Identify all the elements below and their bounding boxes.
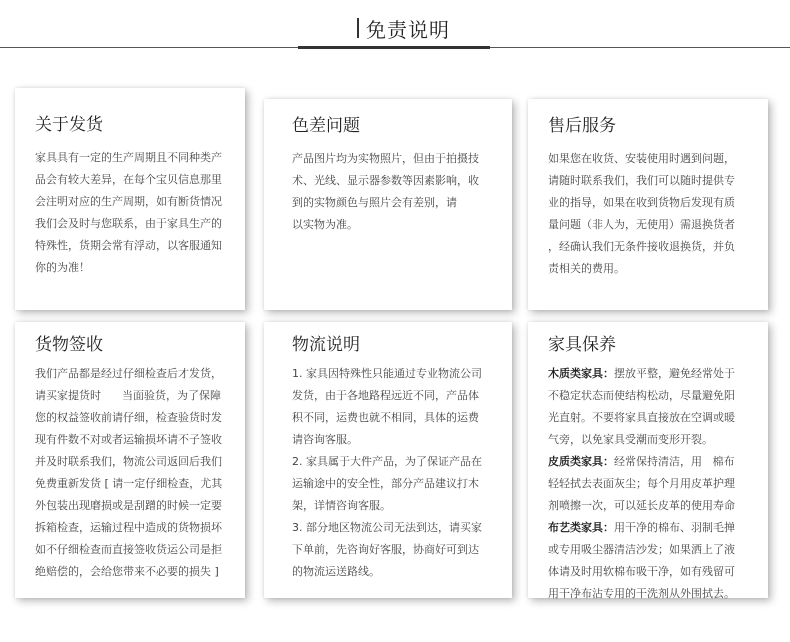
card-body (292, 148, 498, 236)
card-shipping (15, 88, 245, 310)
text-line: 免费重新发货 [ 请一定仔细检查，尤其 (35, 477, 223, 490)
text-line: 会注明对应的生产周期，如有断货情况 (35, 195, 222, 208)
leather-text: 经常保持清洁，用 棉布 (614, 455, 735, 468)
text-line: 光直射。不要将家具直接放在空调或暖 (548, 411, 735, 424)
text-line: 轻轻拭去表面灰尘；每个月用皮革护理 (548, 477, 735, 490)
text-line: 请咨询客服。 (292, 433, 358, 446)
card-receipt (15, 322, 245, 598)
text-line: 架，详情咨询客服。 (292, 499, 391, 512)
text-line: 特殊性，货期会常有浮动，以客服通知 (35, 239, 222, 252)
card-furniture-care (528, 322, 768, 598)
text-line: 产品图片均为实物照片，但由于拍摄技 (292, 152, 479, 165)
text-line: ，经确认我们无条件接收退换货，并负 (548, 240, 735, 253)
text-line: 您的权益签收前请仔细，检查验货时发 (35, 411, 222, 424)
card-logistics (264, 322, 512, 598)
header-rule-accent (298, 46, 490, 49)
text-line: 现有件数不对或者运输损坏请不子签收 (35, 433, 222, 446)
text-line: 剂喷擦一次，可以延长皮革的使用寿命 (548, 499, 735, 512)
text-line: 下单前，先咨询好客服，协商好可到达 (292, 543, 479, 556)
text-line: 外包装出现磨损或是刮蹭的时候一定要 (35, 499, 222, 512)
leather-label: 皮质类家具： (548, 455, 614, 468)
text-line: 责相关的费用。 (548, 262, 625, 275)
text-line: 到的实物颜色与照片会有差别，请 (292, 196, 457, 209)
text-line: 术、光线、显示器参数等因素影响，收 (292, 174, 479, 187)
text-line: 业的指导，如果在收到货物后发现有质 (548, 196, 735, 209)
text-line: 请买家提货时 当面验货，为了保障 (35, 389, 221, 402)
text-line: 如果您在收货、安装使用时遇到问题， (548, 152, 735, 165)
card-body (548, 148, 758, 280)
text-line: 或专用吸尘器清洁沙发；如果洒上了液 (548, 543, 735, 556)
card-title: 售后服务 (548, 116, 616, 136)
page-title: 免责说明 (366, 18, 450, 42)
page-header (0, 0, 790, 60)
text-line: 体请及时用软棉布吸干净，如有残留可 (548, 565, 735, 578)
text-line: 如不仔细检查而直接签收货运公司是拒 (35, 543, 222, 556)
fabric-label: 布艺类家具： (548, 521, 614, 534)
text-line: 并及时联系我们，物流公司返回后我们 (35, 455, 222, 468)
text-line: 2. 家具属于大件产品，为了保证产品在 (292, 455, 482, 468)
text-line: 不稳定状态而使结构松动，尽量避免阳 (548, 389, 735, 402)
card-title: 物流说明 (292, 335, 360, 355)
text-line: 气旁，以免家具受潮而变形开裂。 (548, 433, 713, 446)
card-body (292, 363, 502, 583)
card-title: 关于发货 (35, 115, 103, 135)
card-title: 家具保养 (548, 335, 616, 355)
card-after-sales (528, 99, 768, 310)
card-body (35, 147, 231, 279)
text-line: 用干净布沾专用的干洗剂从外围拭去。 (548, 587, 735, 600)
text-line: 绝赔偿的，会给您带来不必要的损失 ] (35, 565, 219, 578)
text-line: 运输途中的安全性，部分产品建议打木 (292, 477, 479, 490)
card-color-difference (264, 99, 512, 310)
text-line: 积不同，运费也就不相同，具体的运费 (292, 411, 479, 424)
wood-text: 摆放平整，避免经常处于 (614, 367, 735, 380)
text-line: 你的为准！ (35, 261, 90, 274)
text-line: 以实物为准。 (292, 218, 358, 231)
text-line: 我们会及时与您联系，由于家具生产的 (35, 217, 222, 230)
text-line: 1. 家具因特殊性只能通过专业物流公司 (292, 367, 482, 380)
card-title: 货物签收 (35, 335, 103, 355)
text-line: 3. 部分地区物流公司无法到达，请买家 (292, 521, 482, 534)
text-line: 发货，由于各地路程远近不同，产品体 (292, 389, 479, 402)
text-line: 量问题（非人为，无使用）需退换货者 (548, 218, 735, 231)
text-line: 家具具有一定的生产周期且不同种类产 (35, 151, 222, 164)
text-line (548, 517, 758, 539)
wood-label: 木质类家具： (548, 367, 614, 380)
text-line: 请随时联系我们，我们可以随时提供专 (548, 174, 735, 187)
card-body (35, 363, 235, 583)
text-line (548, 363, 758, 385)
fabric-text: 用干净的棉布、羽制毛掸 (614, 521, 735, 534)
card-title: 色差问题 (292, 116, 360, 136)
title-divider-bar (357, 18, 359, 38)
text-line: 拆箱检查，运输过程中造成的货物损坏 (35, 521, 222, 534)
card-body (548, 363, 758, 605)
text-line: 的物流运送路线。 (292, 565, 380, 578)
text-line: 品会有较大差异，在每个宝贝信息那里 (35, 173, 222, 186)
text-line: 我们产品都是经过仔细检查后才发货， (35, 367, 222, 380)
text-line (548, 451, 758, 473)
